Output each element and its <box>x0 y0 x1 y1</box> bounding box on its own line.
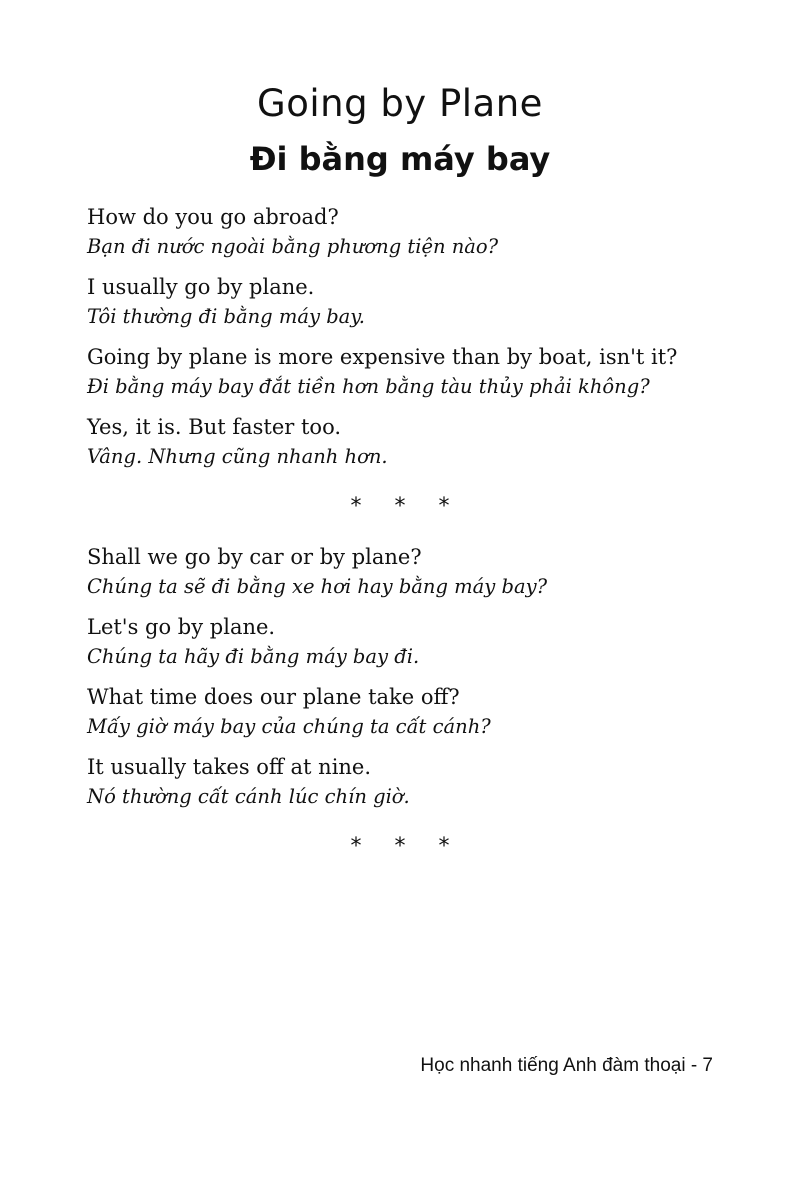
english-line: Yes, it is. But faster too. <box>87 415 342 439</box>
page-subtitle: Đi bằng máy bay <box>249 140 551 178</box>
section-separator: * * * <box>350 834 450 859</box>
vietnamese-line: Chúng ta hãy đi bằng máy bay đi. <box>87 645 420 668</box>
vietnamese-line: Chúng ta sẽ đi bằng xe hơi hay bằng máy bay? <box>87 575 548 598</box>
page-title: Going by Plane <box>257 82 543 125</box>
english-line: What time does our plane take off? <box>87 685 460 709</box>
english-line: I usually go by plane. <box>87 275 315 299</box>
dialogue-section-1 <box>87 202 767 482</box>
page-footer: Học nhanh tiếng Anh đàm thoại - 7 <box>420 1055 713 1076</box>
dialogue-pair <box>87 202 767 262</box>
section-separator: * * * <box>350 494 450 519</box>
dialogue-pair <box>87 342 767 402</box>
vietnamese-line: Bạn đi nước ngoài bằng phương tiện nào? <box>87 235 499 258</box>
english-line: Let's go by plane. <box>87 615 276 639</box>
english-line: Shall we go by car or by plane? <box>87 545 422 569</box>
dialogue-pair <box>87 682 767 742</box>
english-line: Going by plane is more expensive than by boat, isn't it? <box>87 345 678 369</box>
dialogue-section-2 <box>87 542 767 822</box>
dialogue-pair <box>87 612 767 672</box>
vietnamese-line: Tôi thường đi bằng máy bay. <box>87 305 365 328</box>
dialogue-pair <box>87 272 767 332</box>
dialogue-pair <box>87 412 767 472</box>
vietnamese-line: Mấy giờ máy bay của chúng ta cất cánh? <box>87 715 491 738</box>
dialogue-pair <box>87 752 767 812</box>
english-line: How do you go abroad? <box>87 205 339 229</box>
vietnamese-line: Vâng. Nhưng cũng nhanh hơn. <box>87 445 388 468</box>
dialogue-pair <box>87 542 767 602</box>
vietnamese-line: Đi bằng máy bay đắt tiền hơn bằng tàu thủy phải không? <box>87 375 650 398</box>
english-line: It usually takes off at nine. <box>87 755 372 779</box>
vietnamese-line: Nó thường cất cánh lúc chín giờ. <box>87 785 410 808</box>
